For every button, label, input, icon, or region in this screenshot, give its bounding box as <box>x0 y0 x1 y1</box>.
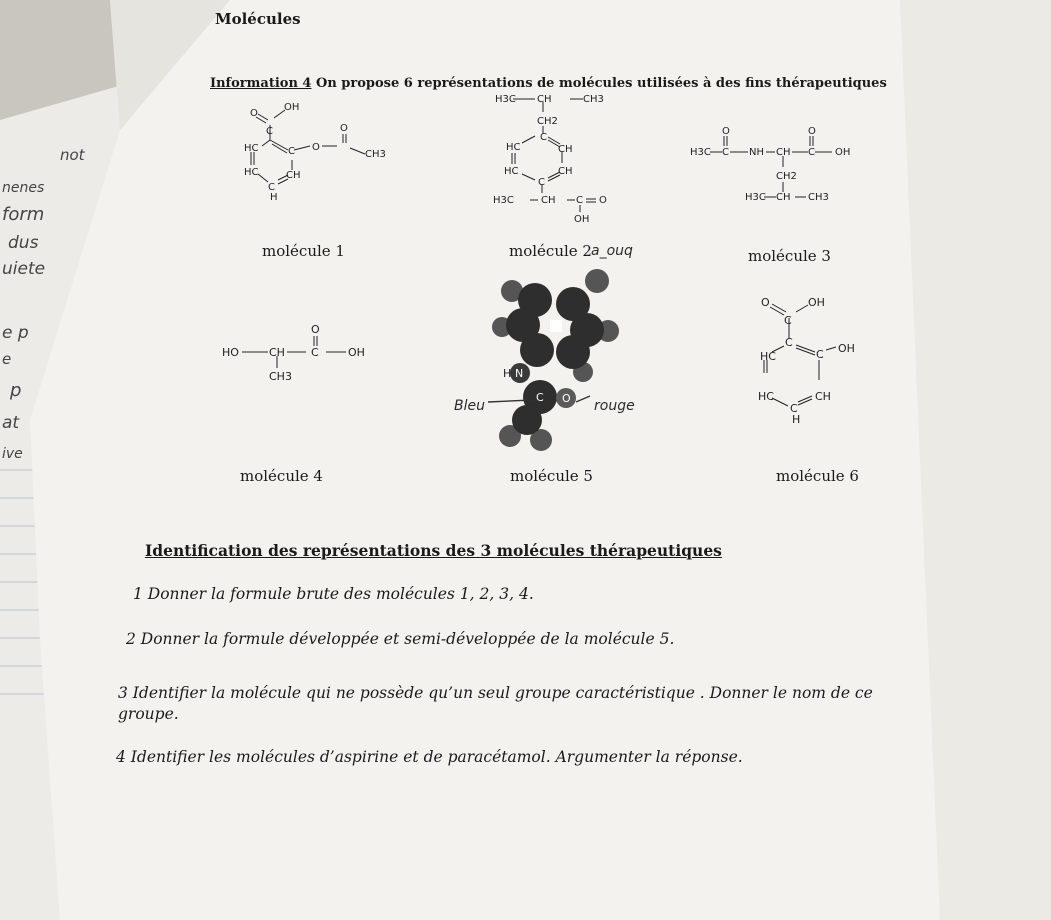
question-2: 2 Donner la formule développée et semi-développée de la molécule 5. <box>126 630 675 648</box>
molecule-1-label: molécule 1 <box>262 242 345 260</box>
m3-atom: CH3 <box>808 192 829 203</box>
m3-atom: C <box>722 147 729 158</box>
m5-atom: H <box>503 367 512 380</box>
m4-atom: CH3 <box>269 370 292 383</box>
information-label: Information 4 <box>210 76 312 91</box>
margin-note: e p <box>2 323 29 343</box>
m3-atom: H3C <box>690 147 711 158</box>
m2-atom: CH <box>558 144 573 155</box>
margin-note: nenes <box>2 180 45 196</box>
m1-atom: CH <box>286 170 301 181</box>
m6-atom: C <box>784 314 792 327</box>
handwritten-note-rouge: rouge <box>594 398 635 414</box>
m2-atom: H3C <box>495 94 516 105</box>
m1-atom: C <box>268 182 275 193</box>
molecule-3-structure <box>710 136 832 197</box>
m4-atom: OH <box>348 346 365 359</box>
m2-atom: CH <box>558 166 573 177</box>
margin-note: p <box>10 380 22 401</box>
m5-atom: C <box>536 391 544 404</box>
question-4: 4 Identifier les molécules d’aspirine et de paracétamol. Argumenter la réponse. <box>116 748 743 766</box>
molecule-3-label: molécule 3 <box>748 247 831 265</box>
m6-atom: CH <box>815 390 831 403</box>
m2-atom: HC <box>504 166 519 177</box>
molecule-6-label: molécule 6 <box>776 467 859 485</box>
margin-note: form <box>2 204 45 225</box>
m6-atom: C <box>790 402 798 415</box>
m4-atom: C <box>311 346 319 359</box>
m1-atom: OH <box>284 102 300 113</box>
m3-atom: H3C <box>745 192 766 203</box>
margin-note: not <box>60 146 85 164</box>
margin-note: at <box>2 413 20 433</box>
m2-atom: HC <box>506 142 521 153</box>
m2-atom: C <box>538 177 545 188</box>
m3-atom: O <box>808 126 816 137</box>
molecule-4-structure <box>242 336 346 368</box>
m3-atom: CH <box>776 192 791 203</box>
section-title: Identification des représentations des 3 molécules thérapeutiques <box>145 541 722 560</box>
question-1: 1 Donner la formule brute des molécules 1, 2, 3, 4. <box>133 585 534 603</box>
question-3: 3 Identifier la molécule qui ne possède qu’un seul groupe caractéristique . Donner le nom de ce groupe. <box>118 684 873 723</box>
m5-atom: N <box>515 367 524 380</box>
m6-atom: H <box>792 413 801 426</box>
margin-note: ive <box>2 446 23 462</box>
m6-atom: C <box>785 336 793 349</box>
m3-atom: O <box>722 126 730 137</box>
m5-atom: O <box>562 392 571 405</box>
m6-atom: O <box>761 296 770 309</box>
margin-note: e <box>2 350 12 368</box>
molecule-5-label: molécule 5 <box>510 467 593 485</box>
m1-atom: O <box>312 142 320 153</box>
m6-atom: C <box>816 348 824 361</box>
m2-atom: CH <box>537 94 552 105</box>
m3-atom: CH2 <box>776 171 797 182</box>
handwritten-note-bleu: Bleu <box>454 398 485 414</box>
m1-atom: C <box>288 146 295 157</box>
molecule-1-structure <box>251 110 365 184</box>
m2-atom: CH2 <box>537 116 558 127</box>
m2-atom: O <box>599 195 607 206</box>
m3-atom: CH <box>776 147 791 158</box>
margin-note: uiete <box>2 259 46 279</box>
m1-atom: HC <box>244 167 259 178</box>
m4-atom: O <box>311 323 320 336</box>
margin-note: dus <box>8 233 39 253</box>
m1-atom: O <box>250 108 258 119</box>
m3-atom: OH <box>835 147 851 158</box>
handwritten-note-m2: a_ouq <box>591 243 633 259</box>
molecule-4-label: molécule 4 <box>240 467 323 485</box>
m2-atom: OH <box>574 214 590 225</box>
information-text: On propose 6 représentations de molécules utilisées à des fins thérapeutiques <box>311 76 887 91</box>
m1-atom: CH3 <box>365 149 386 160</box>
molecule-2-label: molécule 2 <box>509 242 592 260</box>
m3-atom: NH <box>749 147 764 158</box>
m1-atom: C <box>266 126 273 137</box>
m1-atom: O <box>340 123 348 134</box>
m1-atom: HC <box>244 143 259 154</box>
page-header: Molécules <box>215 10 301 28</box>
m2-atom: CH <box>541 195 556 206</box>
m4-atom: CH <box>269 346 285 359</box>
m6-atom: OH <box>838 342 855 355</box>
m2-atom: C <box>540 132 547 143</box>
m6-atom: HC <box>758 390 774 403</box>
m2-atom: C <box>576 195 583 206</box>
m4-atom: HO <box>222 346 239 359</box>
molecule-5-model <box>492 269 619 451</box>
m6-atom: HC <box>760 350 776 363</box>
m2-atom: H3C <box>493 195 514 206</box>
m3-atom: C <box>808 147 815 158</box>
m6-atom: OH <box>808 296 825 309</box>
m1-atom: H <box>270 192 278 203</box>
m2-atom: CH3 <box>583 94 604 105</box>
